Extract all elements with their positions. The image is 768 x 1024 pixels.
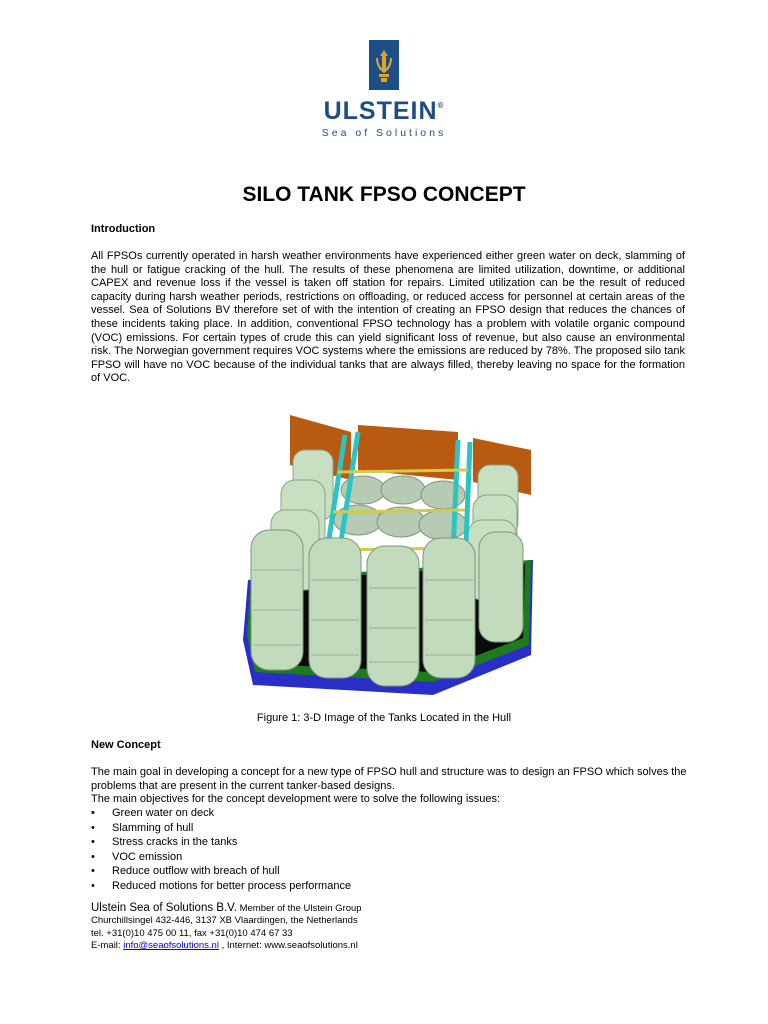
brand-name: ULSTEIN®: [323, 97, 445, 125]
list-item: • Reduced motions for better process performance: [91, 879, 351, 894]
internet-text: , Internet: www.seaofsolutions.nl: [218, 940, 358, 952]
list-item: • VOC emission: [91, 850, 351, 865]
company-address: Churchillsingel 432-446, 3137 XB Vlaardingen, the Netherlands: [91, 915, 358, 927]
introduction-paragraph: All FPSOs currently operated in harsh weather environments have experienced either green water on deck, slamming of the hull or fatigue cracking of the hull. The results of these phenomena are limited utilization, downtime, or additional CAPEX and revenue loss if the vessel is taken off station for repairs. Limited utilization can be the result of reduced capacity during harsh weather periods, restrictions on offloading, or reduced access for personnel at certain areas of the vessel. Sea of Solutions BV therefore set of with the intention of creating an FPSO design that reduces the chances of these incidents taking place. In addition, conventional FPSO technology has a problem with volatile organic compound (VOC) emissions. For certain types of crude this can yield significant loss of revenue, but also cause an environmental risk. The Norwegian government requires VOC systems where the emissions are reduced by 78%. The proposed silo tank FPSO will have no VOC because of the individual tanks that are always filled, thereby leaving no space for the formation of VOC.: [91, 250, 685, 385]
ulstein-logo: [0, 40, 768, 139]
list-item: • Green water on deck: [91, 806, 351, 821]
list-item: • Slamming of hull: [91, 821, 351, 836]
new-concept-paragraph: The main goal in developing a concept for a new type of FPSO hull and structure was to design an FPSO which solves the problems that are present in the current tanker-based designs.: [91, 766, 687, 792]
figure-caption: Figure 1: 3-D Image of the Tanks Located in the Hull: [256, 712, 512, 724]
company-name: Ulstein Sea of Solutions B.V.: [91, 902, 237, 914]
list-item: • Stress cracks in the tanks: [91, 835, 351, 850]
objectives-intro: The main objectives for the concept development were to solve the following issues:: [91, 793, 501, 805]
issues-list: [91, 806, 351, 894]
ulstein-emblem-icon: [369, 40, 399, 90]
company-phone: tel. +31(0)10 475 00 11, fax +31(0)10 474 67 33: [91, 927, 293, 939]
email-link[interactable]: info@seaofsolutions.nl: [123, 940, 219, 952]
group-membership: Member of the Ulstein Group: [236, 903, 362, 914]
list-item: • Reduce outflow with breach of hull: [91, 864, 351, 879]
introduction-heading: Introduction: [91, 223, 156, 235]
new-concept-heading: New Concept: [91, 739, 161, 751]
page-title: SILO TANK FPSO CONCEPT: [242, 183, 526, 206]
brand-tagline: Sea of Solutions: [321, 127, 447, 139]
tank-hull-3d-figure: [233, 410, 535, 700]
company-footer: [91, 902, 362, 953]
email-label: E-mail:: [91, 940, 124, 952]
